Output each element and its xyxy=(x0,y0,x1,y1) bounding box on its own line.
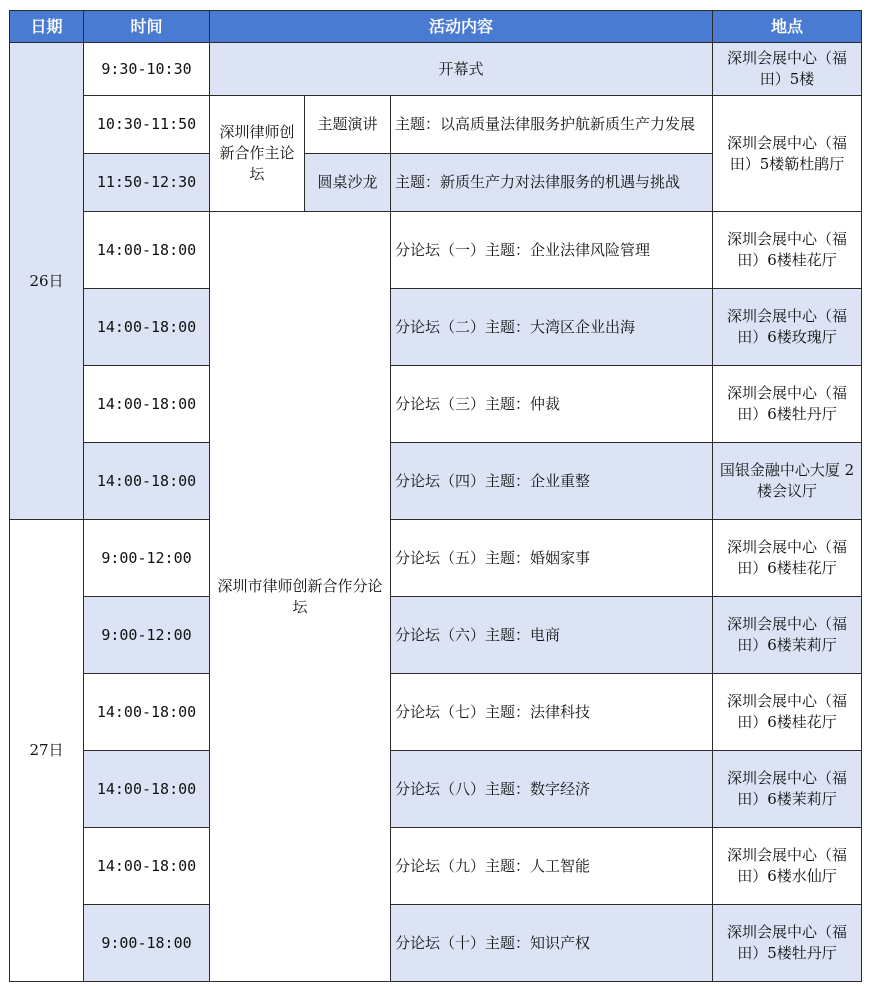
time-cell: 14:00-18:00 xyxy=(84,674,210,751)
venue-cell: 深圳会展中心（福田）6楼牡丹厅 xyxy=(713,366,862,443)
activity-cell: 开幕式 xyxy=(210,43,713,96)
table-row xyxy=(10,212,862,289)
table-row xyxy=(10,905,862,982)
time-cell: 9:00-12:00 xyxy=(84,597,210,674)
table-row xyxy=(10,96,862,154)
header-activity: 活动内容 xyxy=(210,11,713,43)
activity-cell: 主题：以高质量法律服务护航新质生产力发展 xyxy=(391,96,713,154)
time-cell: 10:30-11:50 xyxy=(84,96,210,154)
venue-cell: 深圳会展中心（福田）6楼桂花厅 xyxy=(713,520,862,597)
table-row xyxy=(10,828,862,905)
venue-cell: 深圳会展中心（福田）6楼桂花厅 xyxy=(713,212,862,289)
schedule-table xyxy=(9,10,862,982)
venue-cell: 国银金融中心大厦 2 楼会议厅 xyxy=(713,443,862,520)
activity-cell: 分论坛（三）主题：仲裁 xyxy=(391,366,713,443)
venue-cell: 深圳会展中心（福田）5楼 xyxy=(713,43,862,96)
venue-cell: 深圳会展中心（福田）6楼茉莉厅 xyxy=(713,751,862,828)
activity-cell: 分论坛（二）主题：大湾区企业出海 xyxy=(391,289,713,366)
table-row xyxy=(10,43,862,96)
activity-cell: 主题：新质生产力对法律服务的机遇与挑战 xyxy=(391,154,713,212)
time-cell: 14:00-18:00 xyxy=(84,828,210,905)
header-date: 日期 xyxy=(10,11,84,43)
venue-cell: 深圳会展中心（福田）6楼桂花厅 xyxy=(713,674,862,751)
header-venue: 地点 xyxy=(713,11,862,43)
time-cell: 9:00-12:00 xyxy=(84,520,210,597)
date-cell: 27日 xyxy=(10,520,84,982)
main-forum-cell: 深圳律师创新合作主论坛 xyxy=(210,96,305,212)
activity-cell: 分论坛（十）主题：知识产权 xyxy=(391,905,713,982)
header-row xyxy=(10,11,862,43)
date-cell: 26日 xyxy=(10,43,84,520)
table-row xyxy=(10,751,862,828)
activity-cell: 分论坛（五）主题：婚姻家事 xyxy=(391,520,713,597)
activity-cell: 分论坛（九）主题：人工智能 xyxy=(391,828,713,905)
activity-cell: 分论坛（四）主题：企业重整 xyxy=(391,443,713,520)
time-cell: 14:00-18:00 xyxy=(84,443,210,520)
table-row xyxy=(10,520,862,597)
time-cell: 9:00-18:00 xyxy=(84,905,210,982)
activity-cell: 分论坛（八）主题：数字经济 xyxy=(391,751,713,828)
time-cell: 11:50-12:30 xyxy=(84,154,210,212)
time-cell: 14:00-18:00 xyxy=(84,366,210,443)
table-row xyxy=(10,443,862,520)
time-cell: 14:00-18:00 xyxy=(84,751,210,828)
venue-cell: 深圳会展中心（福田）5楼牡丹厅 xyxy=(713,905,862,982)
activity-cell: 分论坛（七）主题：法律科技 xyxy=(391,674,713,751)
activity-cell: 分论坛（一）主题：企业法律风险管理 xyxy=(391,212,713,289)
session-type-cell: 圆桌沙龙 xyxy=(305,154,391,212)
session-type-cell: 主题演讲 xyxy=(305,96,391,154)
venue-cell: 深圳会展中心（福田）5楼簕杜鹃厅 xyxy=(713,96,862,212)
header-time: 时间 xyxy=(84,11,210,43)
table-row xyxy=(10,289,862,366)
table-row xyxy=(10,366,862,443)
table-row xyxy=(10,597,862,674)
time-cell: 14:00-18:00 xyxy=(84,212,210,289)
activity-cell: 分论坛（六）主题：电商 xyxy=(391,597,713,674)
table-row xyxy=(10,674,862,751)
sub-forum-cell: 深圳市律师创新合作分论坛 xyxy=(210,212,391,982)
venue-cell: 深圳会展中心（福田）6楼水仙厅 xyxy=(713,828,862,905)
time-cell: 9:30-10:30 xyxy=(84,43,210,96)
venue-cell: 深圳会展中心（福田）6楼茉莉厅 xyxy=(713,597,862,674)
venue-cell: 深圳会展中心（福田）6楼玫瑰厅 xyxy=(713,289,862,366)
time-cell: 14:00-18:00 xyxy=(84,289,210,366)
